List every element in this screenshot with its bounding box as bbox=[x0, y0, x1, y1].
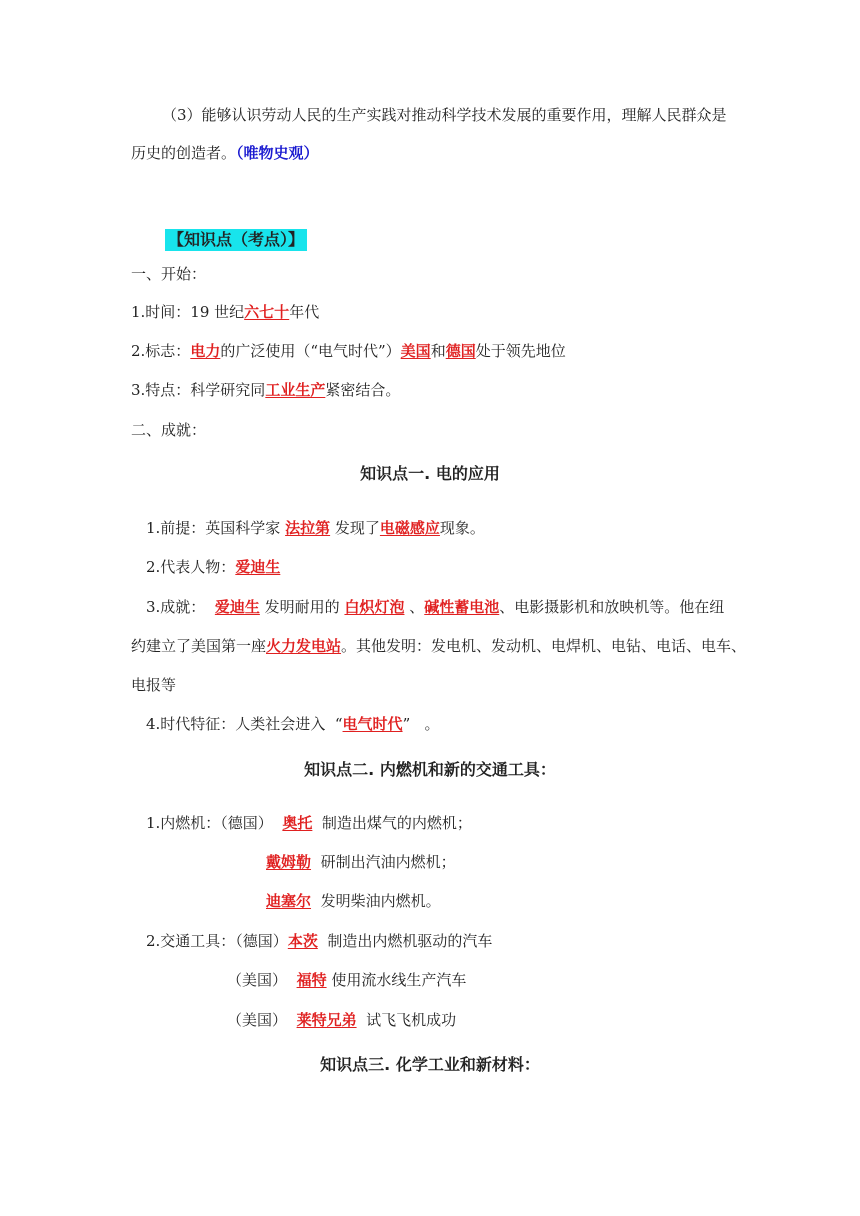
time-line bbox=[131, 302, 319, 322]
premise-key-induction: 电磁感应 bbox=[379, 519, 440, 537]
mark-mid2: 和 bbox=[430, 342, 446, 360]
engine-key-daimler: 戴姆勒 bbox=[266, 853, 312, 871]
era-end: 。 bbox=[424, 715, 440, 733]
engine-text-daimler: 研制出汽油内燃机； bbox=[320, 853, 456, 871]
achievement-line2-suffix: 。其他发明：发电机、发动机、电焊机、电钻、电话、电车、 bbox=[341, 637, 747, 655]
mark-prefix: 2.标志： bbox=[131, 342, 191, 360]
kp1-premise bbox=[146, 518, 485, 538]
intro-text: （3）能够认识劳动人民的生产实践对推动科学技术发展的重要作用，理解人民群众是 bbox=[162, 106, 727, 124]
era-open-quote: “ bbox=[334, 715, 343, 733]
achievement-key-bulb: 白炽灯泡 bbox=[344, 598, 405, 616]
engine-prefix: 1.内燃机：（德国） bbox=[146, 814, 273, 832]
transport-country-ford: （美国） bbox=[227, 971, 288, 989]
banner-text: 【知识点（考点）】 bbox=[165, 229, 307, 251]
kp1-person bbox=[146, 557, 280, 577]
mark-key-electricity: 电力 bbox=[190, 342, 221, 360]
premise-suffix: 现象。 bbox=[439, 519, 485, 537]
premise-mid: 发现了 bbox=[334, 519, 380, 537]
section2-title: 二、成就： bbox=[131, 421, 207, 439]
engine-text-diesel: 发明柴油内燃机。 bbox=[320, 892, 441, 910]
premise-prefix: 1.前提：英国科学家 bbox=[146, 519, 281, 537]
kp2-transport-1 bbox=[146, 931, 492, 951]
time-prefix: 1.时间：19 世纪 bbox=[131, 303, 245, 321]
transport-prefix: 2.交通工具：（德国） bbox=[146, 932, 288, 950]
intro-text-end: 历史的创造者。 bbox=[131, 144, 237, 162]
achievement-mid2: 、 bbox=[409, 598, 425, 616]
kp2-transport-3 bbox=[227, 1010, 456, 1030]
era-prefix: 4.时代特征：人类社会进入 bbox=[146, 715, 326, 733]
time-key: 六七十 bbox=[244, 303, 290, 321]
achievement-prefix: 3.成就： bbox=[146, 598, 206, 616]
achievement-suffix: 、电影摄影机和放映机等。他在纽 bbox=[499, 598, 725, 616]
achievement-key-edison: 爱迪生 bbox=[214, 598, 260, 616]
kp1-achievement-1 bbox=[146, 597, 724, 617]
transport-country-wright: （美国） bbox=[227, 1011, 288, 1029]
kp2-transport-2 bbox=[227, 970, 466, 990]
era-close-quote: ” bbox=[402, 715, 411, 733]
era-key: 电气时代 bbox=[342, 715, 403, 733]
achievement-key-plant: 火力发电站 bbox=[266, 637, 342, 655]
mark-key-usa: 美国 bbox=[400, 342, 431, 360]
mark-key-germany: 德国 bbox=[445, 342, 476, 360]
kp1-achievement-2 bbox=[131, 636, 746, 656]
kp3-heading: 知识点三. 化学工业和新材料： bbox=[320, 1055, 540, 1074]
feature-prefix: 3.特点：科学研究同 bbox=[131, 381, 266, 399]
achievement-line2-prefix: 约建立了美国第一座 bbox=[131, 637, 267, 655]
kp2-engine-2 bbox=[266, 852, 456, 872]
transport-text-wright: 试飞飞机成功 bbox=[366, 1011, 457, 1029]
engine-key-otto: 奥托 bbox=[282, 814, 313, 832]
transport-key-wright: 莱特兄弟 bbox=[296, 1011, 357, 1029]
transport-text-ford: 使用流水线生产汽车 bbox=[331, 971, 467, 989]
kp2-heading: 知识点二. 内燃机和新的交通工具： bbox=[304, 760, 556, 779]
intro-line-2 bbox=[131, 143, 319, 163]
intro-tag: （唯物史观） bbox=[236, 144, 319, 162]
achievement-mid1: 发明耐用的 bbox=[264, 598, 340, 616]
transport-key-ford: 福特 bbox=[296, 971, 327, 989]
person-key: 爱迪生 bbox=[235, 558, 281, 576]
achievement-key-battery: 碱性蓄电池 bbox=[424, 598, 500, 616]
kp1-era bbox=[146, 714, 440, 734]
time-suffix: 年代 bbox=[289, 303, 320, 321]
feature-line bbox=[131, 380, 400, 400]
transport-text-benz: 制造出内燃机驱动的汽车 bbox=[327, 932, 493, 950]
premise-key-faraday: 法拉第 bbox=[285, 519, 331, 537]
person-prefix: 2.代表人物： bbox=[146, 558, 236, 576]
engine-text-otto: 制造出煤气的内燃机； bbox=[321, 814, 472, 832]
mark-suffix: 处于领先地位 bbox=[475, 342, 566, 360]
intro-line-1 bbox=[162, 105, 727, 125]
section1-title: 一、开始： bbox=[131, 265, 207, 283]
engine-key-diesel: 迪塞尔 bbox=[266, 892, 312, 910]
knowledge-banner bbox=[165, 230, 307, 250]
kp2-engine-3 bbox=[266, 891, 441, 911]
kp1-achievement-3: 电报等 bbox=[131, 676, 177, 694]
mark-mid1: 的广泛使用（“电气时代”） bbox=[220, 342, 401, 360]
feature-suffix: 紧密结合。 bbox=[325, 381, 401, 399]
kp2-engine-1 bbox=[146, 813, 472, 833]
transport-key-benz: 本茨 bbox=[287, 932, 318, 950]
kp1-heading: 知识点一. 电的应用 bbox=[360, 464, 500, 483]
mark-line bbox=[131, 341, 566, 361]
feature-key: 工业生产 bbox=[265, 381, 326, 399]
